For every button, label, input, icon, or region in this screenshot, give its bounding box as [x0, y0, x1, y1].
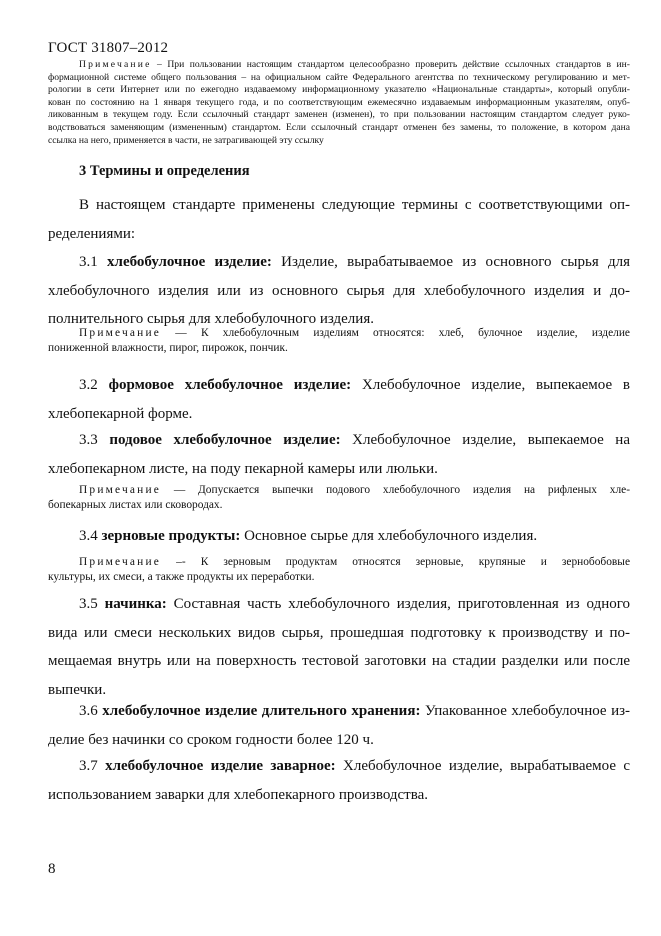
note-3-4: [48, 555, 630, 585]
term-3-5: [48, 590, 630, 704]
text-line: хлебопекарной форме.: [48, 405, 193, 422]
text-line: хлебобулочного изделия или из основного сырья для хлебобулочного изделия и до-: [48, 282, 630, 299]
note-text: — К хлебобулочным изделиям относятся: хлеб, булочное изделие, изделие: [161, 327, 630, 339]
term-name: хлебобулочное изделие заварное:: [105, 758, 336, 774]
term-definition: Хлебобулочное изделие, вырабатываемое с: [335, 758, 630, 774]
term-3-1: [48, 248, 630, 334]
term-3-4: [48, 522, 630, 551]
note-label: Примечание: [79, 484, 162, 496]
term-number: 3.4: [79, 528, 102, 544]
note-line: [48, 555, 630, 570]
term-definition: Хлебобулочное изделие, выпекаемое на: [340, 432, 630, 448]
term-number: 3.1: [79, 254, 108, 270]
term-name: зерновые продукты:: [101, 528, 241, 544]
note-line: кован по состоянию на 1 января текущего года, и по соответствующим ежемесячно издаваемым информационным указателям, опуб-: [48, 96, 630, 108]
note-line: пониженной влажности, пирог, пирожок, пончик.: [48, 342, 288, 354]
term-number: 3.6: [79, 703, 103, 719]
section-title: 3 Термины и определения: [79, 163, 250, 179]
note-text: — Допускается выпечки подового хлебобулочного изделия на рифленых хле-: [161, 484, 630, 496]
page-number: 8: [48, 861, 56, 877]
text-line: вида или смеси нескольких видов сырья, прошедшая подготовку к производству и по-: [48, 624, 630, 641]
text-line: [48, 697, 630, 726]
note-text: – При пользовании настоящим стандартом целесообразно проверить действие ссылочных стандартов в ин-: [151, 59, 630, 70]
text-line: ределениями:: [48, 225, 136, 242]
text-line: хлебопекарном листе, на поду пекарной камеры или люльки.: [48, 460, 438, 477]
note-line: культуры, их смеси, а также продукты их переработки.: [48, 571, 315, 583]
text-line: [48, 752, 630, 781]
term-definition: Упакованное хлебобулочное из-: [420, 703, 631, 719]
note-line: [48, 483, 630, 498]
text-line: [48, 590, 630, 619]
note-label: Примечание: [79, 59, 152, 70]
term-3-7: [48, 752, 630, 809]
note-3-1: [48, 326, 630, 356]
text-line: [48, 426, 630, 455]
text-line: полнительного сырья для хлебобулочного изделия.: [48, 311, 374, 328]
document-code-header: ГОСТ 31807–2012: [48, 40, 169, 56]
term-definition: Изделие, вырабатываемое из основного сырья для: [271, 254, 631, 270]
term-name: формовое хлебобулочное изделие:: [108, 377, 352, 393]
text-line: мещаемая внутрь или на поверхность тестовой заготовки на стадии разделки или после: [48, 653, 630, 670]
term-3-6: [48, 697, 630, 754]
note-line: водствоваться заменяющим (измененным) стандартом. Если ссылочный стандарт отменен без замены, то положение, в котором дана: [48, 121, 630, 133]
term-number: 3.5: [79, 596, 105, 612]
text-line: [48, 522, 630, 551]
text-line: [48, 371, 630, 400]
term-3-2: [48, 371, 630, 428]
term-name: хлебобулочное изделие длительного хранения:: [102, 703, 421, 719]
term-name: подовое хлебобулочное изделие:: [109, 432, 341, 448]
term-number: 3.3: [79, 432, 110, 448]
text-line: В настоящем стандарте применены следующие термины с соответствующими оп-: [79, 197, 630, 213]
note-line: бопекарных листах или сковородах.: [48, 499, 223, 511]
section-intro: [48, 191, 630, 248]
text-line: делие без начинки со сроком годности более 120 ч.: [48, 731, 374, 748]
term-definition: Хлебобулочное изделие, выпекаемое в: [351, 377, 631, 393]
note-label: Примечание: [79, 556, 162, 568]
note-line: ссылка на него, применяется в части, не затрагивающей эту ссылку: [48, 134, 324, 146]
note-text: –- К зерновым продуктам относятся зерновые, крупяные и зернобобовые: [161, 556, 630, 568]
term-3-3: [48, 426, 630, 483]
term-name: хлебобулочное изделие:: [107, 254, 272, 270]
reference-standards-note: [48, 59, 630, 147]
note-line: рологии в сети Интернет или по ежегодно издаваемому информационному указателю «Национальные стандарты», который опубли-: [48, 84, 630, 96]
note-line: [48, 326, 630, 341]
note-line: [48, 59, 630, 72]
term-definition: Основное сырье для хлебобулочного изделия.: [240, 528, 538, 544]
text-line: использованием заварки для хлебопекарного производства.: [48, 786, 429, 803]
term-number: 3.7: [79, 758, 106, 774]
term-definition: Составная часть хлебобулочного изделия, приготовленная из одного: [166, 596, 631, 612]
text-line: [48, 248, 630, 277]
note-line: ликованным в текущем году. Если ссылочный стандарт заменен (изменен), то при пользовании настоящим стандартом следует руко-: [48, 109, 630, 121]
term-number: 3.2: [79, 377, 109, 393]
note-3-3: [48, 483, 630, 513]
term-name: начинка:: [104, 596, 167, 612]
note-label: Примечание: [79, 327, 162, 339]
text-line: выпечки.: [48, 681, 107, 698]
note-line: формационной системе общего пользования – на официальном сайте Федерального агентства по техническому регулированию и мет-: [48, 71, 630, 83]
